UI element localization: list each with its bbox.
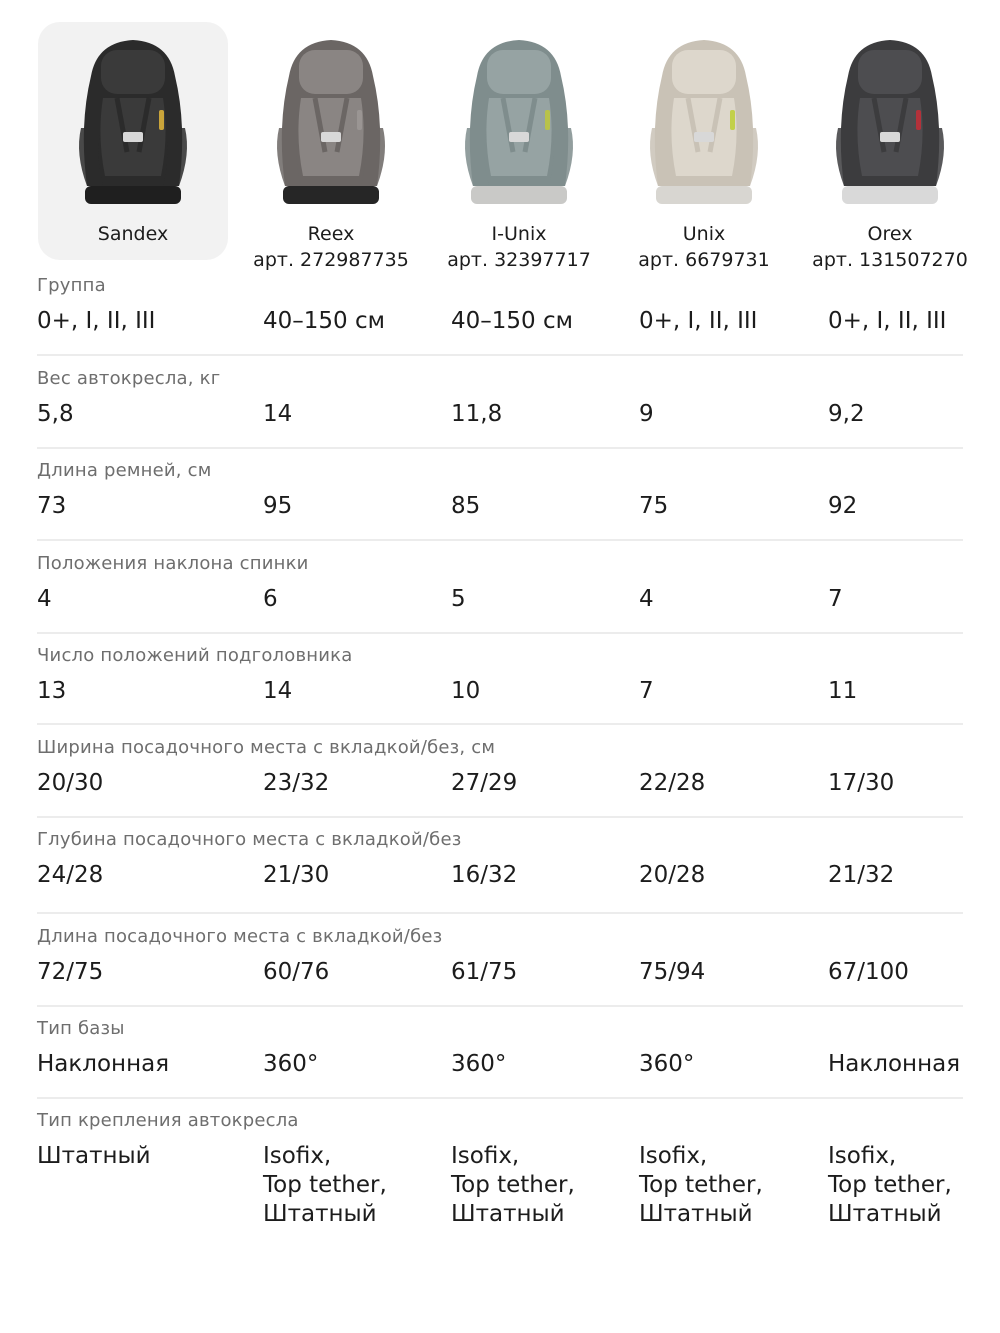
table-cell: 75	[639, 493, 669, 519]
table-cell: 75/94	[639, 959, 706, 985]
row-label: Длина посадочного места с вкладкой/без	[37, 926, 443, 947]
products-header	[0, 0, 1000, 280]
row-divider	[37, 539, 963, 541]
table-cell: 10	[451, 678, 481, 704]
table-cell: Isofix, Top tether, Штатный	[451, 1143, 575, 1227]
table-cell: 13	[37, 678, 67, 704]
product-name: I-Unix	[491, 223, 547, 245]
table-cell: 14	[263, 678, 293, 704]
table-cell: 360°	[263, 1051, 319, 1077]
table-cell: 17/30	[828, 770, 895, 796]
table-cell: 61/75	[451, 959, 518, 985]
table-cell: 40–150 см	[451, 308, 573, 334]
product-article: арт. 272987735	[253, 249, 409, 271]
table-cell: 27/29	[451, 770, 518, 796]
table-cell: 40–150 см	[263, 308, 385, 334]
table-cell: 22/28	[639, 770, 706, 796]
table-cell: 21/30	[263, 862, 330, 888]
car-seat-image	[271, 36, 391, 212]
product-card-1[interactable]	[236, 22, 426, 271]
table-cell: Штатный	[37, 1143, 151, 1169]
table-cell: 73	[37, 493, 67, 519]
row-label: Число положений подголовника	[37, 645, 353, 666]
table-cell: 360°	[639, 1051, 695, 1077]
row-label: Ширина посадочного места с вкладкой/без, см	[37, 737, 496, 758]
table-cell: 11,8	[451, 401, 503, 427]
row-label: Группа	[37, 275, 106, 296]
table-cell: 0+, I, II, III	[828, 308, 947, 334]
row-label: Вес автокресла, кг	[37, 368, 221, 389]
row-divider	[37, 912, 963, 914]
product-name: Orex	[867, 223, 913, 245]
table-cell: 60/76	[263, 959, 330, 985]
table-cell: 9,2	[828, 401, 865, 427]
row-label: Тип базы	[37, 1018, 125, 1039]
table-cell: 21/32	[828, 862, 895, 888]
table-cell: 7	[639, 678, 654, 704]
car-seat-image	[830, 36, 950, 212]
table-cell: 85	[451, 493, 481, 519]
product-article: арт. 131507270	[812, 249, 968, 271]
table-cell: Isofix, Top tether, Штатный	[639, 1143, 763, 1227]
product-name: Reex	[307, 223, 355, 245]
row-divider	[37, 816, 963, 818]
table-cell: 6	[263, 586, 278, 612]
product-article: арт. 6679731	[638, 249, 770, 271]
table-cell: 5,8	[37, 401, 74, 427]
row-label: Положения наклона спинки	[37, 553, 309, 574]
product-card-4[interactable]	[795, 22, 985, 271]
table-cell: 92	[828, 493, 858, 519]
table-cell: 23/32	[263, 770, 330, 796]
row-label: Глубина посадочного места с вкладкой/без	[37, 829, 462, 850]
table-cell: 0+, I, II, III	[37, 308, 156, 334]
row-divider	[37, 447, 963, 449]
car-seat-image	[459, 36, 579, 212]
row-divider	[37, 1005, 963, 1007]
table-cell: 7	[828, 586, 843, 612]
table-cell: 4	[37, 586, 52, 612]
table-cell: 16/32	[451, 862, 518, 888]
table-cell: 24/28	[37, 862, 104, 888]
product-card-2[interactable]	[424, 22, 614, 271]
car-seat-image	[644, 36, 764, 212]
table-cell: Isofix, Top tether, Штатный	[263, 1143, 387, 1227]
table-cell: 0+, I, II, III	[639, 308, 758, 334]
row-divider	[37, 354, 963, 356]
table-cell: Наклонная	[37, 1051, 170, 1077]
product-card-0[interactable]	[38, 22, 228, 260]
table-cell: Наклонная	[828, 1051, 961, 1077]
product-name: Unix	[682, 223, 726, 245]
car-seat-image	[73, 36, 193, 212]
product-card-3[interactable]	[609, 22, 799, 271]
row-label: Тип крепления автокресла	[37, 1110, 299, 1131]
table-cell: 20/30	[37, 770, 104, 796]
row-divider	[37, 1097, 963, 1099]
table-cell: 67/100	[828, 959, 909, 985]
product-name: Sandex	[97, 223, 169, 245]
row-divider	[37, 632, 963, 634]
table-cell: 9	[639, 401, 654, 427]
product-article: арт. 32397717	[447, 249, 591, 271]
table-cell: 72/75	[37, 959, 104, 985]
table-cell: 14	[263, 401, 293, 427]
row-divider	[37, 723, 963, 725]
table-cell: 11	[828, 678, 858, 704]
table-cell: 5	[451, 586, 466, 612]
table-cell: 20/28	[639, 862, 706, 888]
row-label: Длина ремней, см	[37, 460, 212, 481]
table-cell: Isofix, Top tether, Штатный	[828, 1143, 952, 1227]
table-cell: 360°	[451, 1051, 507, 1077]
table-cell: 95	[263, 493, 293, 519]
table-cell: 4	[639, 586, 654, 612]
